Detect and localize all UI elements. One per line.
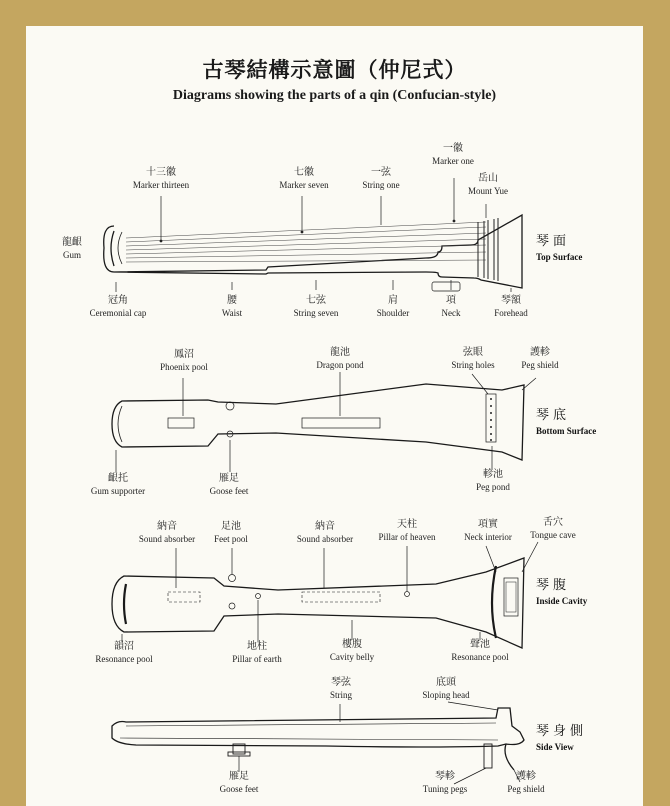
label-resonance-pool-2: 聲池 Resonance pool — [451, 639, 509, 662]
label-marker-seven: 七徽 Marker seven — [279, 167, 329, 190]
label-goose-feet-side: 雁足 Goose feet — [219, 771, 259, 794]
label-pillar-of-earth: 地柱 Pillar of earth — [232, 641, 282, 664]
title-chinese: 古琴結構示意圖（仲尼式） — [202, 57, 467, 82]
label-peg-shield: 護軫 Peg shield — [521, 347, 559, 370]
label-dragon-pond: 龍池 Dragon pond — [316, 347, 364, 370]
label-string: 琴弦 String — [329, 677, 352, 700]
label-string-holes: 弦眼 String holes — [451, 347, 495, 370]
label-goose-feet: 雁足 Goose feet — [209, 473, 249, 496]
label-shoulder: 肩 Shoulder — [376, 295, 410, 318]
label-marker-thirteen: 十三徽 Marker thirteen — [132, 167, 190, 190]
label-phoenix-pool: 鳳沼 Phoenix pool — [160, 349, 208, 372]
label-tongue-cave: 舌穴 Tongue cave — [530, 517, 576, 540]
label-neck-interior: 項實 Neck interior — [464, 519, 512, 542]
label-ceremonial-cap: 冠角 Ceremonial cap — [89, 295, 147, 318]
label-feet-pool: 足池 Feet pool — [214, 521, 248, 544]
section-inside-cavity: 琴腹 Inside Cavity — [536, 578, 588, 606]
top-body-outline — [104, 215, 522, 288]
label-string-one: 一弦 String one — [362, 167, 400, 190]
label-peg-pond: 軫池 Peg pond — [476, 469, 510, 492]
section-side-view: 琴身側 Side View — [536, 724, 588, 752]
inside-body-outline — [112, 558, 524, 648]
label-string-seven: 七弦 String seven — [293, 295, 339, 318]
label-sloping-head: 底頭 Sloping head — [422, 677, 470, 700]
label-forehead: 琴額 Forehead — [494, 295, 528, 318]
diagram-paper — [26, 26, 643, 806]
label-pillar-of-heaven: 天柱 Pillar of heaven — [378, 519, 436, 542]
side-body-outline — [112, 708, 524, 747]
label-gum: 龍齦 Gum — [62, 237, 82, 260]
label-tuning-pegs: 琴軫 Tuning pegs — [422, 771, 468, 794]
label-gum-supporter: 齦托 Gum supporter — [90, 473, 146, 496]
section-top-surface: 琴面 Top Surface — [536, 234, 583, 262]
label-peg-shield-side: 護軫 Peg shield — [507, 771, 545, 794]
label-marker-one: 一徽 Marker one — [432, 143, 474, 166]
label-cavity-belly: 樓腹 Cavity belly — [329, 639, 375, 662]
label-sound-absorber-2: 納音 Sound absorber — [296, 521, 354, 544]
title-english: Diagrams showing the parts of a qin (Confucian-style) — [172, 88, 497, 103]
label-resonance-pool-1: 韻沼 Resonance pool — [95, 641, 153, 664]
section-bottom-surface: 琴底 Bottom Surface — [536, 408, 597, 436]
label-neck: 項 Neck — [441, 295, 461, 318]
label-waist: 腰 Waist — [221, 295, 243, 318]
bottom-body-outline — [112, 384, 524, 460]
label-sound-absorber-1: 納音 Sound absorber — [138, 521, 196, 544]
label-mount-yue: 岳山 Mount Yue — [468, 173, 508, 196]
